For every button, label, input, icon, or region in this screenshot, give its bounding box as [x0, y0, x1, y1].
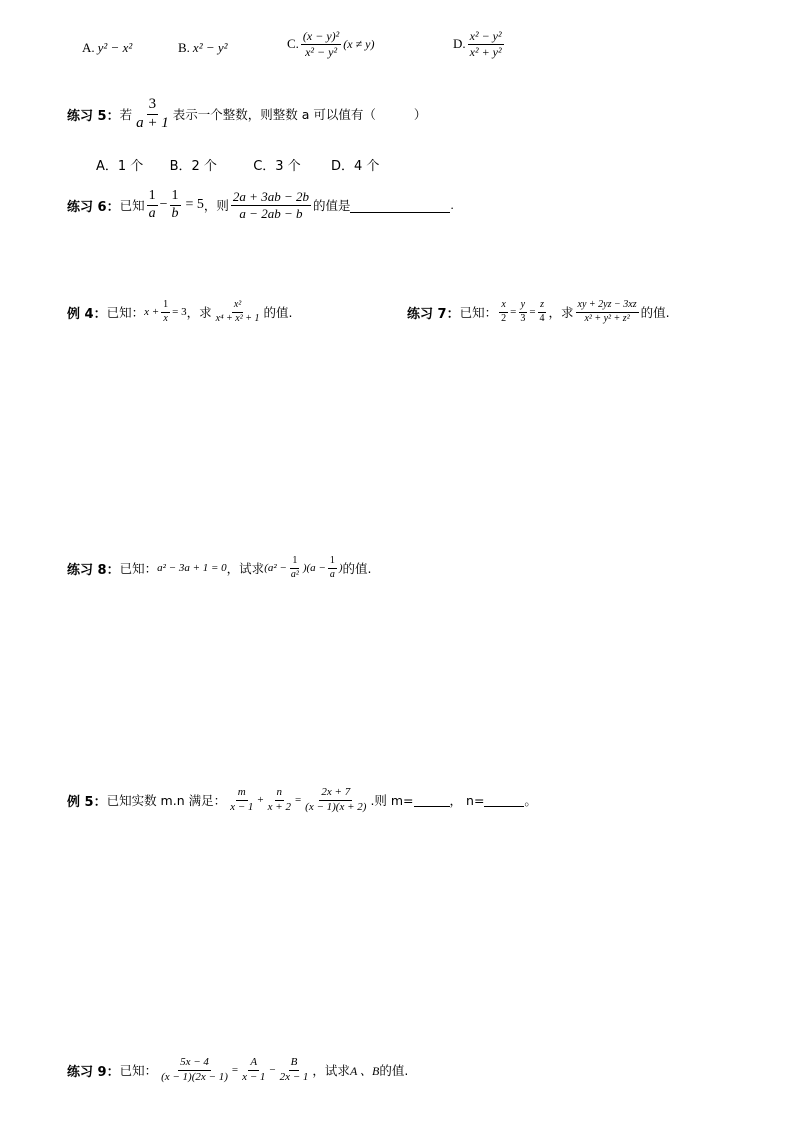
fraction: [518, 300, 527, 324]
fraction-denominator: x + 2: [267, 800, 291, 813]
fraction-numerator: B: [289, 1057, 300, 1071]
exercise-text: 已知：: [459, 305, 498, 320]
variables: A 、B: [349, 1063, 380, 1078]
equals-sign: =: [294, 794, 302, 807]
exercise-5-options: [96, 155, 379, 174]
exercise-label: 练习 9：: [67, 1064, 120, 1080]
example-text: 的值.: [263, 305, 293, 320]
option-a: A．1 个: [96, 159, 144, 174]
fraction-denominator: x: [163, 312, 168, 324]
exercise-text: 已知：: [119, 561, 158, 576]
exercise-text: ，试求: [226, 561, 265, 576]
exercise-text: 的值.: [379, 1063, 409, 1079]
fraction-denominator: x² + y²: [469, 44, 502, 59]
fraction: [159, 1057, 230, 1083]
expression-part: )(a −: [302, 562, 326, 574]
fraction: [240, 1057, 267, 1083]
n-answer-blank[interactable]: [484, 793, 524, 807]
example-5: [67, 787, 537, 813]
fraction-numerator: (x − y)²: [302, 29, 340, 43]
fraction: [266, 787, 293, 813]
example-label: 例 5：: [67, 794, 107, 810]
option-c: [287, 30, 375, 58]
equals-sign: =: [510, 306, 517, 318]
option-a: [82, 40, 132, 56]
fraction-numerator: 2a + 3ab − 2b: [232, 189, 309, 205]
fraction-denominator: x − 1: [230, 800, 254, 813]
m-answer-blank[interactable]: [414, 793, 450, 807]
option-d: D．4 个: [330, 159, 380, 174]
example-text: .则 m=: [370, 793, 414, 809]
example-text: 。: [524, 793, 537, 809]
fraction-denominator: x⁴ + x² + 1: [215, 312, 260, 324]
fraction-numerator: 1: [170, 189, 181, 206]
fraction-denominator: a: [148, 205, 156, 221]
fraction: [289, 556, 301, 580]
fraction-denominator: b: [171, 205, 179, 221]
fraction-denominator: 2x − 1: [279, 1070, 309, 1083]
exercise-text: 的值.: [342, 561, 372, 576]
exercise-text: ，则: [203, 198, 229, 214]
fraction: [214, 300, 262, 324]
fraction-numerator: z: [538, 300, 546, 313]
option-letter: A.: [82, 40, 95, 55]
fraction: [499, 300, 508, 324]
example-label: 例 4：: [67, 306, 107, 322]
option-d: [453, 30, 506, 58]
fraction-denominator: a²: [290, 568, 299, 580]
fraction: [576, 300, 639, 324]
fraction: [278, 1057, 311, 1083]
exercise-text: 若: [119, 107, 133, 123]
answer-blank[interactable]: [350, 198, 450, 213]
option-expr: x² − y²: [192, 40, 228, 55]
fraction: [231, 190, 311, 220]
equation-rhs: = 3: [172, 306, 187, 318]
fraction-numerator: 1: [147, 189, 158, 206]
plus-sign: +: [257, 794, 264, 807]
exercise-fraction: [134, 97, 171, 132]
fraction-numerator: 1: [328, 556, 337, 569]
option-condition: (x ≠ y): [343, 36, 375, 51]
fraction-numerator: 3: [147, 97, 159, 115]
exercise-text: 已知: [119, 198, 145, 214]
exercise-text: 已知：: [119, 1063, 158, 1079]
fraction-denominator: (x − 1)(2x − 1): [161, 1070, 228, 1083]
example-4: [67, 300, 292, 324]
option-letter: B.: [178, 40, 190, 55]
exercise-6: [67, 189, 454, 221]
expression-part: (a² −: [264, 562, 287, 574]
fraction-numerator: xy + 2yz − 3xz: [576, 300, 639, 313]
equals-sign: =: [231, 1064, 239, 1077]
fraction: [303, 787, 368, 813]
option-fraction: [468, 30, 504, 58]
exercise-text: 的值.: [640, 305, 670, 320]
fraction-denominator: x − 1: [242, 1070, 266, 1083]
equation: a² − 3a + 1 = 0: [157, 562, 227, 574]
fraction-denominator: a: [329, 568, 335, 580]
exercise-label: 练习 6：: [67, 199, 120, 215]
fraction: [161, 300, 170, 324]
exercise-label: 练习 5：: [67, 108, 120, 124]
exercise-text: ）: [413, 107, 427, 123]
fraction-numerator: y: [519, 300, 527, 313]
fraction-numerator: n: [275, 787, 285, 801]
fraction-numerator: 5x − 4: [178, 1057, 211, 1071]
minus-sign: −: [159, 197, 168, 213]
fraction-numerator: m: [236, 787, 248, 801]
option-letter: D.: [453, 36, 466, 52]
exercise-9: [67, 1057, 408, 1083]
exercise-label: 练习 8：: [67, 562, 120, 578]
fraction: [170, 189, 181, 221]
exercise-5: [67, 97, 426, 132]
exercise-8: [67, 556, 371, 580]
option-b: B．2 个: [169, 159, 217, 174]
fraction-denominator: a + 1: [136, 114, 169, 131]
period: .: [450, 197, 454, 213]
equation-lhs: x +: [144, 306, 160, 318]
fraction-denominator: a − 2ab − b: [239, 205, 303, 221]
option-letter: C.: [287, 36, 299, 52]
fraction-numerator: A: [248, 1057, 259, 1071]
example-text: 已知实数 m.n 满足：: [106, 793, 227, 809]
fraction-denominator: 4: [539, 312, 545, 324]
fraction-numerator: 2x + 7: [319, 787, 352, 801]
minus-sign: −: [269, 1064, 276, 1077]
fraction: [538, 300, 547, 324]
fraction-numerator: x: [499, 300, 507, 313]
fraction-numerator: x² − y²: [469, 29, 502, 43]
exercise-text: ，试求: [312, 1063, 350, 1079]
option-b: [178, 40, 228, 56]
exercise-text: 表示一个整数，则整数 a 可以值有（: [172, 107, 376, 123]
equals-sign: =: [529, 306, 536, 318]
fraction: [147, 189, 158, 221]
fraction-numerator: 1: [161, 300, 170, 313]
fraction-denominator: 2: [501, 312, 507, 324]
fraction: [328, 556, 337, 580]
exercise-label: 练习 7：: [407, 306, 460, 322]
option-expr: y² − x²: [97, 40, 133, 55]
equation-rhs: = 5: [185, 197, 204, 213]
exercise-text: 的值是: [312, 198, 351, 214]
fraction-numerator: x²: [232, 300, 243, 313]
fraction-denominator: x² − y²: [305, 44, 338, 59]
exercise-7: [407, 300, 670, 324]
example-text: ， n=: [449, 793, 485, 809]
exercise-text: ，求: [548, 305, 574, 320]
example-text: ，求: [186, 305, 212, 320]
fraction-denominator: 3: [520, 312, 526, 324]
option-fraction: [301, 30, 341, 58]
fraction: [228, 787, 255, 813]
example-text: 已知：: [106, 305, 145, 320]
expression-part: ): [338, 562, 343, 574]
fraction-denominator: x² + y² + z²: [584, 312, 630, 324]
option-c: C．3 个: [253, 159, 301, 174]
fraction-denominator: (x − 1)(x + 2): [305, 800, 367, 813]
fraction-numerator: 1: [290, 556, 299, 569]
